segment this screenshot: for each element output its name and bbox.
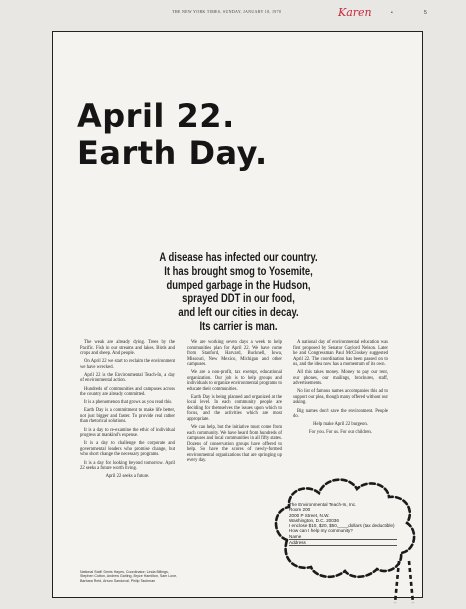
body-paragraph: It is a day to challenge the corporate and governmental leaders who promise change, but who short change the necessary programs. [80, 441, 175, 458]
body-paragraph: A national day of environmental education was first proposed by Senator Gaylord Nelson. Later he and Congressman Paul McCloskey suggested April 22. The coordination has been passed on to us, and the idea now has a momentum of its own. [293, 340, 388, 367]
body-paragraph: April 22 seeks a future. [105, 474, 150, 480]
coupon-room: Room 200 [289, 507, 311, 513]
page-number: 5 [424, 10, 427, 16]
body-paragraph: Earth Day is being planned and organized at the local level. In each community people are deciding for themselves the issues upon which to focus, and the activities which are most appropriate. [187, 394, 282, 422]
subhead-line: A disease has infected our country. [159, 252, 318, 264]
body-paragraph: On April 22 we start to reclaim the environment we have wrecked. [80, 359, 175, 370]
body-column-2 [187, 340, 282, 466]
marker-glyph: • [391, 10, 393, 16]
body-column-1 [80, 340, 175, 482]
headline-line-1: April 22. [77, 97, 235, 135]
advertisement-frame [52, 31, 423, 598]
subhead-line: and left our cities in decay. [178, 307, 299, 320]
smokestack-icon [395, 561, 413, 603]
body-paragraph: Earth Day is a commitment to make life better, not just bigger and faster. To provide real rather than rhetorical solutions. [80, 408, 175, 425]
staff-credits [80, 570, 180, 583]
body-column-3 [293, 340, 388, 439]
body-paragraph: Help make April 22 burgeon. [313, 422, 368, 428]
credit-line: Stephen Cotton, Andrew Garling, Bryce Hamilton, Sam Love, [80, 574, 178, 579]
coupon-question: How can I help my community? [289, 528, 353, 534]
subhead-line: dumped garbage in the Hudson, [166, 279, 311, 292]
coupon-org: The Environmental Teach-In, Inc. [289, 502, 357, 507]
body-paragraph: It is a day to re-examine the ethic of individual progress at mankind's expense. [80, 427, 175, 439]
coupon-street: 2000 P Street, N.W. [289, 512, 330, 518]
subhead-line: sprayed DDT in our food, [182, 293, 295, 306]
address-field[interactable]: Address [289, 540, 397, 546]
subhead [86, 252, 390, 335]
newspaper-masthead [0, 0, 466, 28]
body-paragraph: We can help, but the initiative must come from each community. We have heard from hundreds of campuses and local communities in all fifty states. Dozens of conservation groups have offered to help. So have the scores of newly-formed environmental organizations that are springing up every day. [187, 425, 282, 464]
headline [77, 98, 268, 172]
headline-line-2: Earth Day. [77, 134, 268, 172]
donation-coupon[interactable] [289, 502, 405, 546]
body-paragraph: It is a phenomenon that grows as you read this. [84, 400, 173, 406]
body-paragraph: All this takes money. Money to pay our rent, our phones, our mailings, brochures, staff, advertisements. [293, 370, 388, 387]
credit-line: Barbara Reid, Arturo Sandoval, Philip Taubman [80, 578, 156, 583]
subhead-line: Its carrier is man. [199, 320, 278, 333]
body-paragraph: No list of famous names accompanies this ad to support our plea, though many offered without our asking. [293, 389, 388, 406]
handwritten-note: Karen [338, 6, 372, 19]
body-paragraph: The weak are already dying. Trees by the Pacific. Fish in our streams and lakes. Birds and crops and sheep. And people. [80, 340, 175, 356]
coupon-city: Washington, D.C. 20036 [289, 517, 339, 523]
body-paragraph: Hundreds of communities and campuses across the country are already committed. [80, 386, 175, 398]
credit-line: National Staff: Denis Hayes, Coordinator; Linda Billings, [80, 570, 169, 574]
newspaper-dateline: THE NEW YORK TIMES, SUNDAY, JANUARY 18, 1970 [172, 9, 282, 14]
body-paragraph: We are working seven days a week to help communities plan for April 22. We have come from Stanford, Harvard, Bucknell, Iowa, Missouri, New Mexico, Michigan and other campuses. [187, 340, 282, 367]
body-paragraph: We are a non-profit, tax exempt, educational organization. Our job is to help groups and individuals to organize environmental programs to educate their communities. [187, 370, 282, 392]
body-paragraph: April 22 is the Environmental Teach-In, a day of environmental action. [80, 372, 175, 384]
body-paragraph: It is a day for looking beyond tomorrow. April 22 seeks a future worth living. [80, 460, 175, 471]
name-field[interactable]: Name [289, 534, 397, 540]
coupon-pledge[interactable]: I enclose $10, $20, $50,____dollars (tax deductible) [289, 523, 395, 529]
body-paragraph: Big names don't save the environment. People do. [293, 408, 388, 420]
body-paragraph: For you. For us. For our children. [309, 430, 372, 436]
subhead-line: It has brought smog to Yosemite, [164, 265, 313, 278]
